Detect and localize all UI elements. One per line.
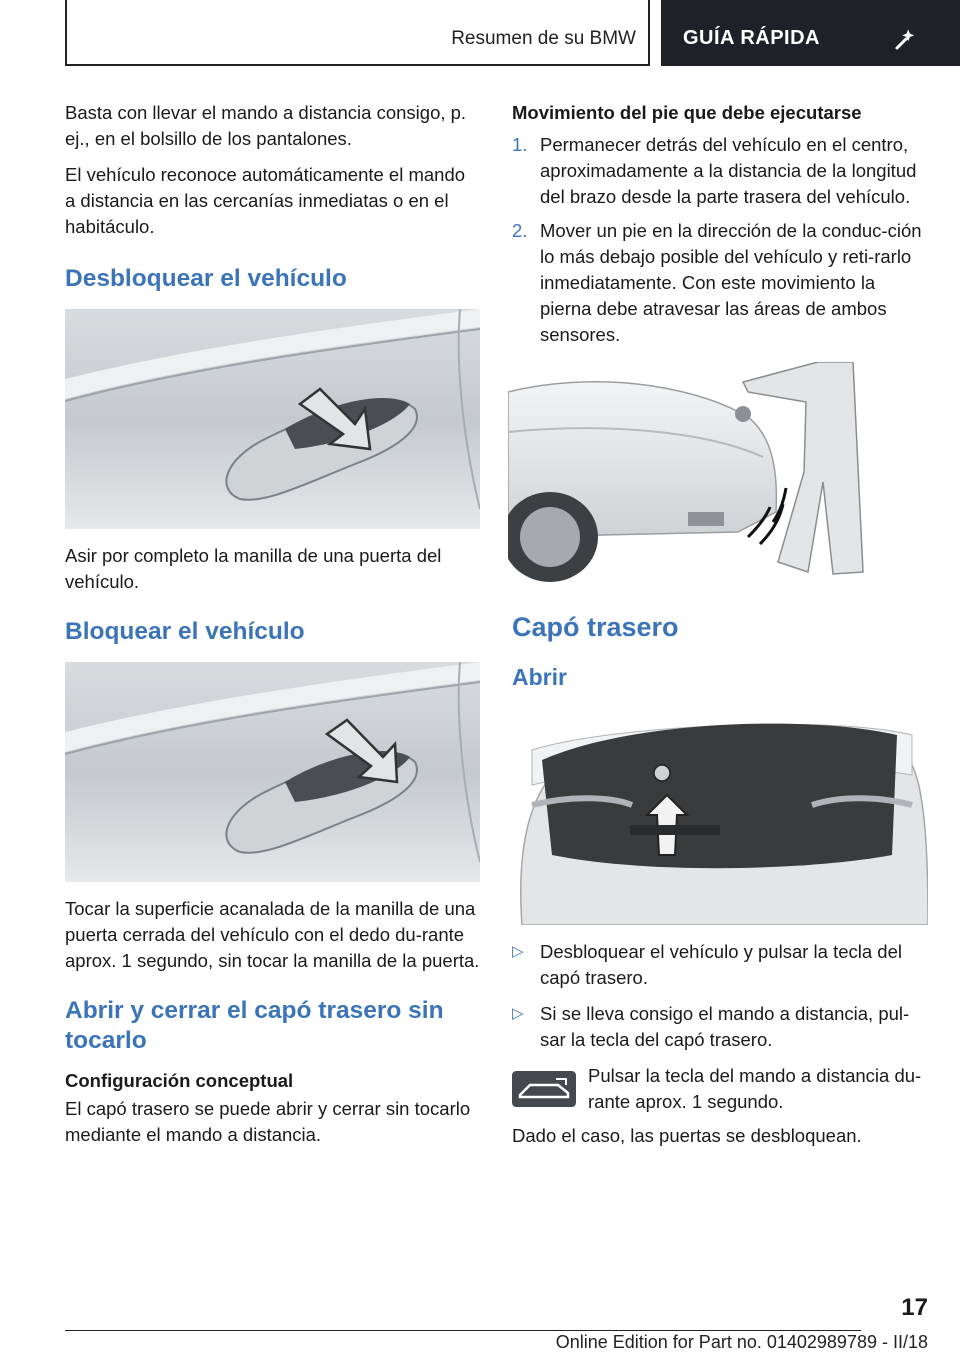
right-column (512, 100, 928, 1159)
footer-rule (65, 1330, 861, 1331)
header-left-rule (65, 0, 67, 66)
bullet-text: Desbloquear el vehículo y pulsar la tecla del capó trasero. (540, 941, 902, 988)
list-item (512, 939, 928, 991)
quick-guide-tab[interactable] (661, 0, 960, 66)
unlock-heading: Desbloquear el vehículo (65, 265, 347, 292)
header-divider (648, 0, 650, 66)
doors-unlock-note: Dado el caso, las puertas se desbloquean. (512, 1125, 862, 1146)
edition-footer: Online Edition for Part no. 01402989789 - II/18 (555, 1332, 928, 1352)
quick-guide-tab-label: GUÍA RÁPIDA (683, 27, 820, 49)
handsfree-heading: Abrir y cerrar el capó trasero sin tocarlo (65, 997, 444, 1054)
remote-key-instruction (512, 1063, 928, 1123)
page-number: 17 (901, 1294, 928, 1321)
trunk-open-image (512, 705, 928, 925)
list-item (512, 1001, 928, 1053)
section-title: Resumen de su BMW (451, 28, 636, 49)
left-column (65, 100, 480, 1158)
concept-paragraph: El capó trasero se puede abrir y cerrar sin tocarlo mediante el mando a distancia. (65, 1098, 471, 1145)
open-heading: Abrir (512, 664, 567, 690)
step-text: Permanecer detrás del vehículo en el centro, aproximadamente a la distancia de la longitud del brazo desde la parte trasera del vehículo. (540, 134, 917, 207)
foot-sensor-illustration (508, 362, 864, 582)
trunk-heading: Capó trasero (512, 612, 679, 642)
bullet-triangle-icon: ▷ (512, 1005, 524, 1022)
trunk-key-icon (512, 1071, 576, 1107)
list-item (512, 218, 928, 348)
step-text: Mover un pie en la dirección de la conduc-ción lo más debajo posible del vehículo y reti-rarlo inmediatamente. Con este movimiento la pierna debe atravesar las áreas de ambos sensores. (540, 220, 922, 345)
detection-paragraph: El vehículo reconoce automáticamente el mando a distancia en las cercanías inmediatas o en el habitáculo. (65, 164, 466, 237)
bullet-text: Si se lleva consigo el mando a distancia, pul-sar la tecla del capó trasero. (540, 1003, 910, 1050)
step-number: 1. (512, 134, 528, 155)
lock-heading: Bloquear el vehículo (65, 618, 305, 645)
foot-movement-heading: Movimiento del pie que debe ejecutarse (512, 102, 862, 123)
concept-heading: Configuración conceptual (65, 1070, 294, 1091)
door-handle-unlock-image (65, 309, 480, 529)
door-handle-lock-image (65, 662, 480, 882)
open-options-list (512, 939, 928, 1053)
bullet-triangle-icon: ▷ (512, 943, 524, 960)
remote-key-text: Pulsar la tecla del mando a distancia du-rante aprox. 1 segundo. (588, 1065, 922, 1112)
intro-paragraph: Basta con llevar el mando a distancia consigo, p. ej., en el bolsillo de los pantalones. (65, 102, 467, 149)
foot-steps-list (512, 132, 928, 348)
lock-instruction: Tocar la superficie acanalada de la manilla de una puerta cerrada del vehículo con el dedo du-rante aprox. 1 segundo, sin tocar la manilla de la puerta. (65, 898, 480, 971)
header-rule (65, 64, 650, 66)
list-item (512, 132, 928, 210)
quick-guide-icon (894, 28, 920, 52)
step-number: 2. (512, 220, 528, 241)
unlock-instruction: Asir por completo la manilla de una puerta del vehículo. (65, 545, 442, 592)
